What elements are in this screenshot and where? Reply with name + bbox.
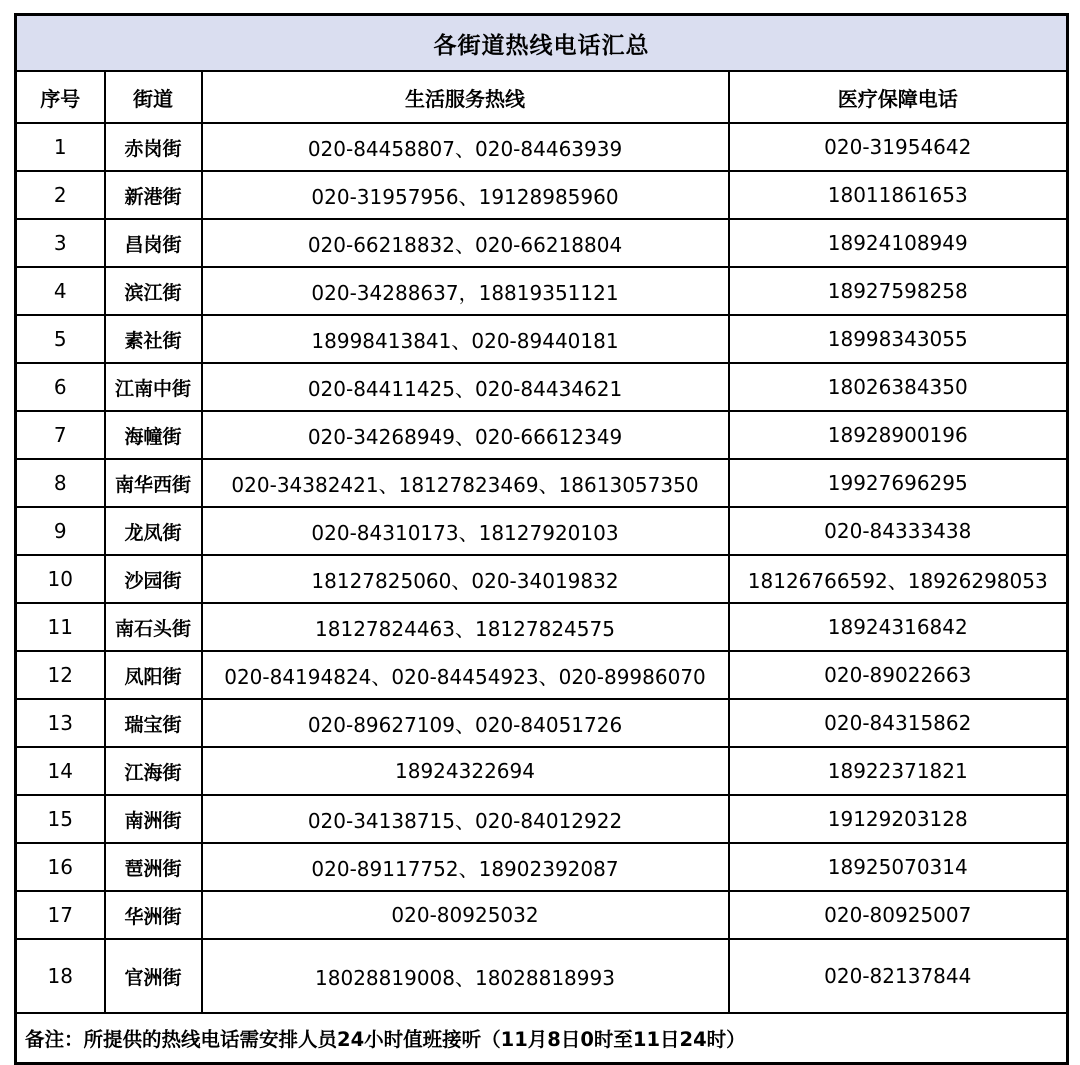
col-header-street: 街道: [105, 71, 202, 123]
row-no: 9: [16, 507, 105, 555]
street-name: 素社街: [105, 315, 202, 363]
street-name: 江南中街: [105, 363, 202, 411]
row-no: 15: [16, 795, 105, 843]
street-name: 江海街: [105, 747, 202, 795]
street-name: 南华西街: [105, 459, 202, 507]
row-no: 2: [16, 171, 105, 219]
service-hotline: 18028819008、18028818993: [202, 939, 729, 1013]
medical-phone: 18011861653: [729, 171, 1068, 219]
table-row: [16, 411, 1068, 459]
row-no: 4: [16, 267, 105, 315]
medical-phone: 19927696295: [729, 459, 1068, 507]
medical-phone: 18126766592、18926298053: [729, 555, 1068, 603]
table-title: 各街道热线电话汇总: [16, 15, 1068, 72]
street-name: 海幢街: [105, 411, 202, 459]
street-name: 沙园街: [105, 555, 202, 603]
table-row: [16, 267, 1068, 315]
row-no: 18: [16, 939, 105, 1013]
medical-phone: 18928900196: [729, 411, 1068, 459]
table-note: 备注：所提供的热线电话需安排人员24小时值班接听（11月8日0时至11日24时）: [16, 1013, 1068, 1064]
medical-phone: 18925070314: [729, 843, 1068, 891]
col-header-no: 序号: [16, 71, 105, 123]
col-header-medical-phone: 医疗保障电话: [729, 71, 1068, 123]
street-name: 滨江街: [105, 267, 202, 315]
street-name: 凤阳街: [105, 651, 202, 699]
table-row: [16, 939, 1068, 1013]
medical-phone: 020-84315862: [729, 699, 1068, 747]
table-row: [16, 843, 1068, 891]
medical-phone: 18924316842: [729, 603, 1068, 651]
street-name: 华洲街: [105, 891, 202, 939]
service-hotline: 18127825060、020-34019832: [202, 555, 729, 603]
table-title-row: [16, 15, 1068, 72]
table-row: [16, 555, 1068, 603]
street-name: 龙凤街: [105, 507, 202, 555]
table-header-row: [16, 71, 1068, 123]
medical-phone: 18998343055: [729, 315, 1068, 363]
table-row: [16, 603, 1068, 651]
table-row: [16, 507, 1068, 555]
street-name: 琶洲街: [105, 843, 202, 891]
row-no: 10: [16, 555, 105, 603]
medical-phone: 020-31954642: [729, 123, 1068, 171]
medical-phone: 18026384350: [729, 363, 1068, 411]
col-header-service-hotline: 生活服务热线: [202, 71, 729, 123]
service-hotline: 020-84411425、020-84434621: [202, 363, 729, 411]
medical-phone: 020-84333438: [729, 507, 1068, 555]
service-hotline: 020-84458807、020-84463939: [202, 123, 729, 171]
row-no: 7: [16, 411, 105, 459]
medical-phone: 020-80925007: [729, 891, 1068, 939]
table-row: [16, 123, 1068, 171]
row-no: 11: [16, 603, 105, 651]
row-no: 14: [16, 747, 105, 795]
row-no: 1: [16, 123, 105, 171]
service-hotline: 020-89117752、18902392087: [202, 843, 729, 891]
row-no: 6: [16, 363, 105, 411]
street-name: 新港街: [105, 171, 202, 219]
row-no: 13: [16, 699, 105, 747]
service-hotline: 020-84310173、18127920103: [202, 507, 729, 555]
service-hotline: 020-89627109、020-84051726: [202, 699, 729, 747]
service-hotline: 020-34268949、020-66612349: [202, 411, 729, 459]
table-row: [16, 459, 1068, 507]
street-name: 瑞宝街: [105, 699, 202, 747]
service-hotline: 020-31957956、19128985960: [202, 171, 729, 219]
medical-phone: 18924108949: [729, 219, 1068, 267]
service-hotline: 020-84194824、020-84454923、020-89986070: [202, 651, 729, 699]
service-hotline: 020-34138715、020-84012922: [202, 795, 729, 843]
street-name: 南洲街: [105, 795, 202, 843]
row-no: 12: [16, 651, 105, 699]
table-row: [16, 699, 1068, 747]
medical-phone: 19129203128: [729, 795, 1068, 843]
table-row: [16, 219, 1068, 267]
hotline-table: [14, 13, 1069, 1065]
medical-phone: 020-89022663: [729, 651, 1068, 699]
street-name: 昌岗街: [105, 219, 202, 267]
table-row: [16, 363, 1068, 411]
row-no: 16: [16, 843, 105, 891]
table-row: [16, 315, 1068, 363]
street-name: 南石头街: [105, 603, 202, 651]
service-hotline: 18127824463、18127824575: [202, 603, 729, 651]
service-hotline: 020-66218832、020-66218804: [202, 219, 729, 267]
table-note-row: [16, 1013, 1068, 1064]
service-hotline: 020-34288637，18819351121: [202, 267, 729, 315]
street-name: 赤岗街: [105, 123, 202, 171]
table-row: [16, 651, 1068, 699]
row-no: 8: [16, 459, 105, 507]
service-hotline: 18924322694: [202, 747, 729, 795]
medical-phone: 18927598258: [729, 267, 1068, 315]
table-row: [16, 795, 1068, 843]
service-hotline: 020-80925032: [202, 891, 729, 939]
service-hotline: 020-34382421、18127823469、18613057350: [202, 459, 729, 507]
table-row: [16, 891, 1068, 939]
street-name: 官洲街: [105, 939, 202, 1013]
table-row: [16, 171, 1068, 219]
medical-phone: 18922371821: [729, 747, 1068, 795]
table-row: [16, 747, 1068, 795]
service-hotline: 18998413841、020-89440181: [202, 315, 729, 363]
medical-phone: 020-82137844: [729, 939, 1068, 1013]
row-no: 3: [16, 219, 105, 267]
row-no: 5: [16, 315, 105, 363]
row-no: 17: [16, 891, 105, 939]
